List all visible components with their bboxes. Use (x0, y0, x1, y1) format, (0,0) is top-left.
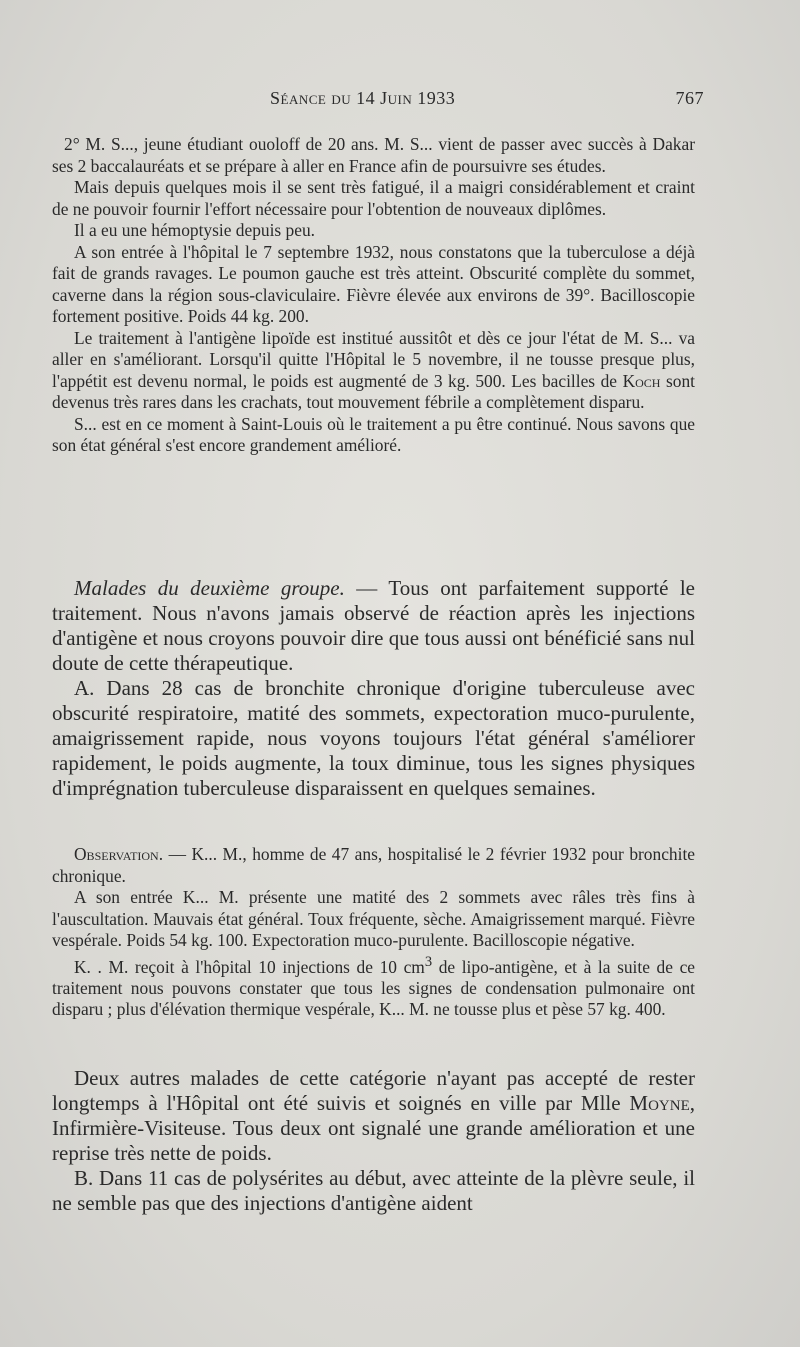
observation-treatment: K. . M. reçoit à l'hôpital 10 injections de 10 $cm^3$ de lipo-antigène, et à la suite de ce traitement nous pouvons constater que tous les signes de condensation pulmonaire ont disparu ; plus d'élévation thermique vespérale, K... M. ne tousse plus et pèse 57 kg. 400. (52, 953, 696, 1020)
paragraph-b: B. Dans 11 cas de polysérites au début, avec atteinte de la plèvre seule, il ne semble pas que des injections d'antigène aident (52, 1166, 695, 1215)
group-2-section (52, 576, 695, 801)
running-head: Séance du 14 Juin 1933 (270, 88, 456, 108)
group-2-paragraph-a: A. Dans 28 cas de bronchite chronique d'origine tuberculeuse avec obscurité respiratoire, matité des sommets, expectoration muco-purulente, amaigrissement rapide, nous voyons toujours l'état général s'améliorer rapidement, le poids augmente, la toux diminue, tous les signes physiques d'imprégnation tuberculeuse disparaissent en quelques semaines. (52, 676, 695, 800)
closing-section (52, 1066, 695, 1216)
observation-label: Observation. (74, 844, 164, 864)
case-2-followup: S... est en ce moment à Saint-Louis où le traitement a pu être continué. Nous savons que son état général s'est encore grandement amélioré. (52, 413, 695, 455)
koch-name: Koch (622, 370, 661, 391)
page-number: 767 (675, 88, 704, 108)
observation-intro: Observation. — K... M., homme de 47 ans, hospitalisé le 2 février 1932 pour bronchite chronique. (52, 844, 695, 886)
case-2-section (52, 134, 695, 457)
case-2-treatment: Le traitement à l'antigène lipoïde est institué aussitôt et dès ce jour l'état de M. S... va aller en s'améliorant. Lorsqu'il quitte l'Hôpital le 5 novembre, il ne tousse presque plus, l'appétit est devenu normal, le poids est augmenté de 3 kg. 500. Les bacilles de Koch sont devenus très rares dans les crachats, tout mouvement fébrile a complètement disparu. (52, 327, 695, 412)
case-2-admission: A son entrée à l'hôpital le 7 septembre 1932, nous constatons que la tuberculose a déjà fait de grands ravages. Le poumon gauche est très atteint. Obscurité complète du sommet, caverne dans la région sous-claviculaire. Fièvre élevée aux environs de 39°. Bacilloscopie fortement positive. Poids 44 kg. 200. (52, 241, 695, 326)
observation-exam: A son entrée K... M. présente une matité des 2 sommets avec râles très fins à l'auscultation. Mauvais état général. Toux fréquente, sèche. Amaigrissement marqué. Fièvre vespérale. Poids 54 kg. 100. Expectoration muco-purulente. Bacilloscopie négative. (52, 887, 695, 950)
case-2-fatigue: Mais depuis quelques mois il se sent très fatigué, il a maigri considérablement et craint de ne pouvoir fournir l'effort nécessaire pour l'obtention de nouveaux diplômes. (52, 177, 695, 219)
superscript-3: 3 (424, 953, 433, 970)
group-2-heading: Malades du deuxième groupe. (74, 576, 345, 600)
page-header (52, 88, 704, 118)
case-2-intro: 2° M. S..., jeune étudiant ouoloff de 20 ans. M. S... vient de passer avec succès à Dakar ses 2 baccalauréats et se prépare à aller en France afin de poursuivre ses études. (52, 134, 695, 176)
group-2-intro: Malades du deuxième groupe. — Tous ont parfaitement supporté le traitement. Nous n'avons jamais observé de réaction après les injections d'antigène et nous croyons pouvoir dire que tous aussi ont bénéficié sans nul doute de cette thérapeutique. (52, 576, 695, 675)
closing-paragraph: Deux autres malades de cette catégorie n'ayant pas accepté de rester longtemps à l'Hôpital ont été suivis et soignés en ville par Mlle Moyne, Infirmière-Visiteuse. Tous deux ont signalé une grande amélioration et une reprise très nette de poids. (52, 1066, 695, 1165)
moyne-name: Moyne (629, 1091, 690, 1115)
case-2-hemoptysis: Il a eu une hémoptysie depuis peu. (74, 220, 315, 240)
observation-section (52, 844, 695, 1021)
